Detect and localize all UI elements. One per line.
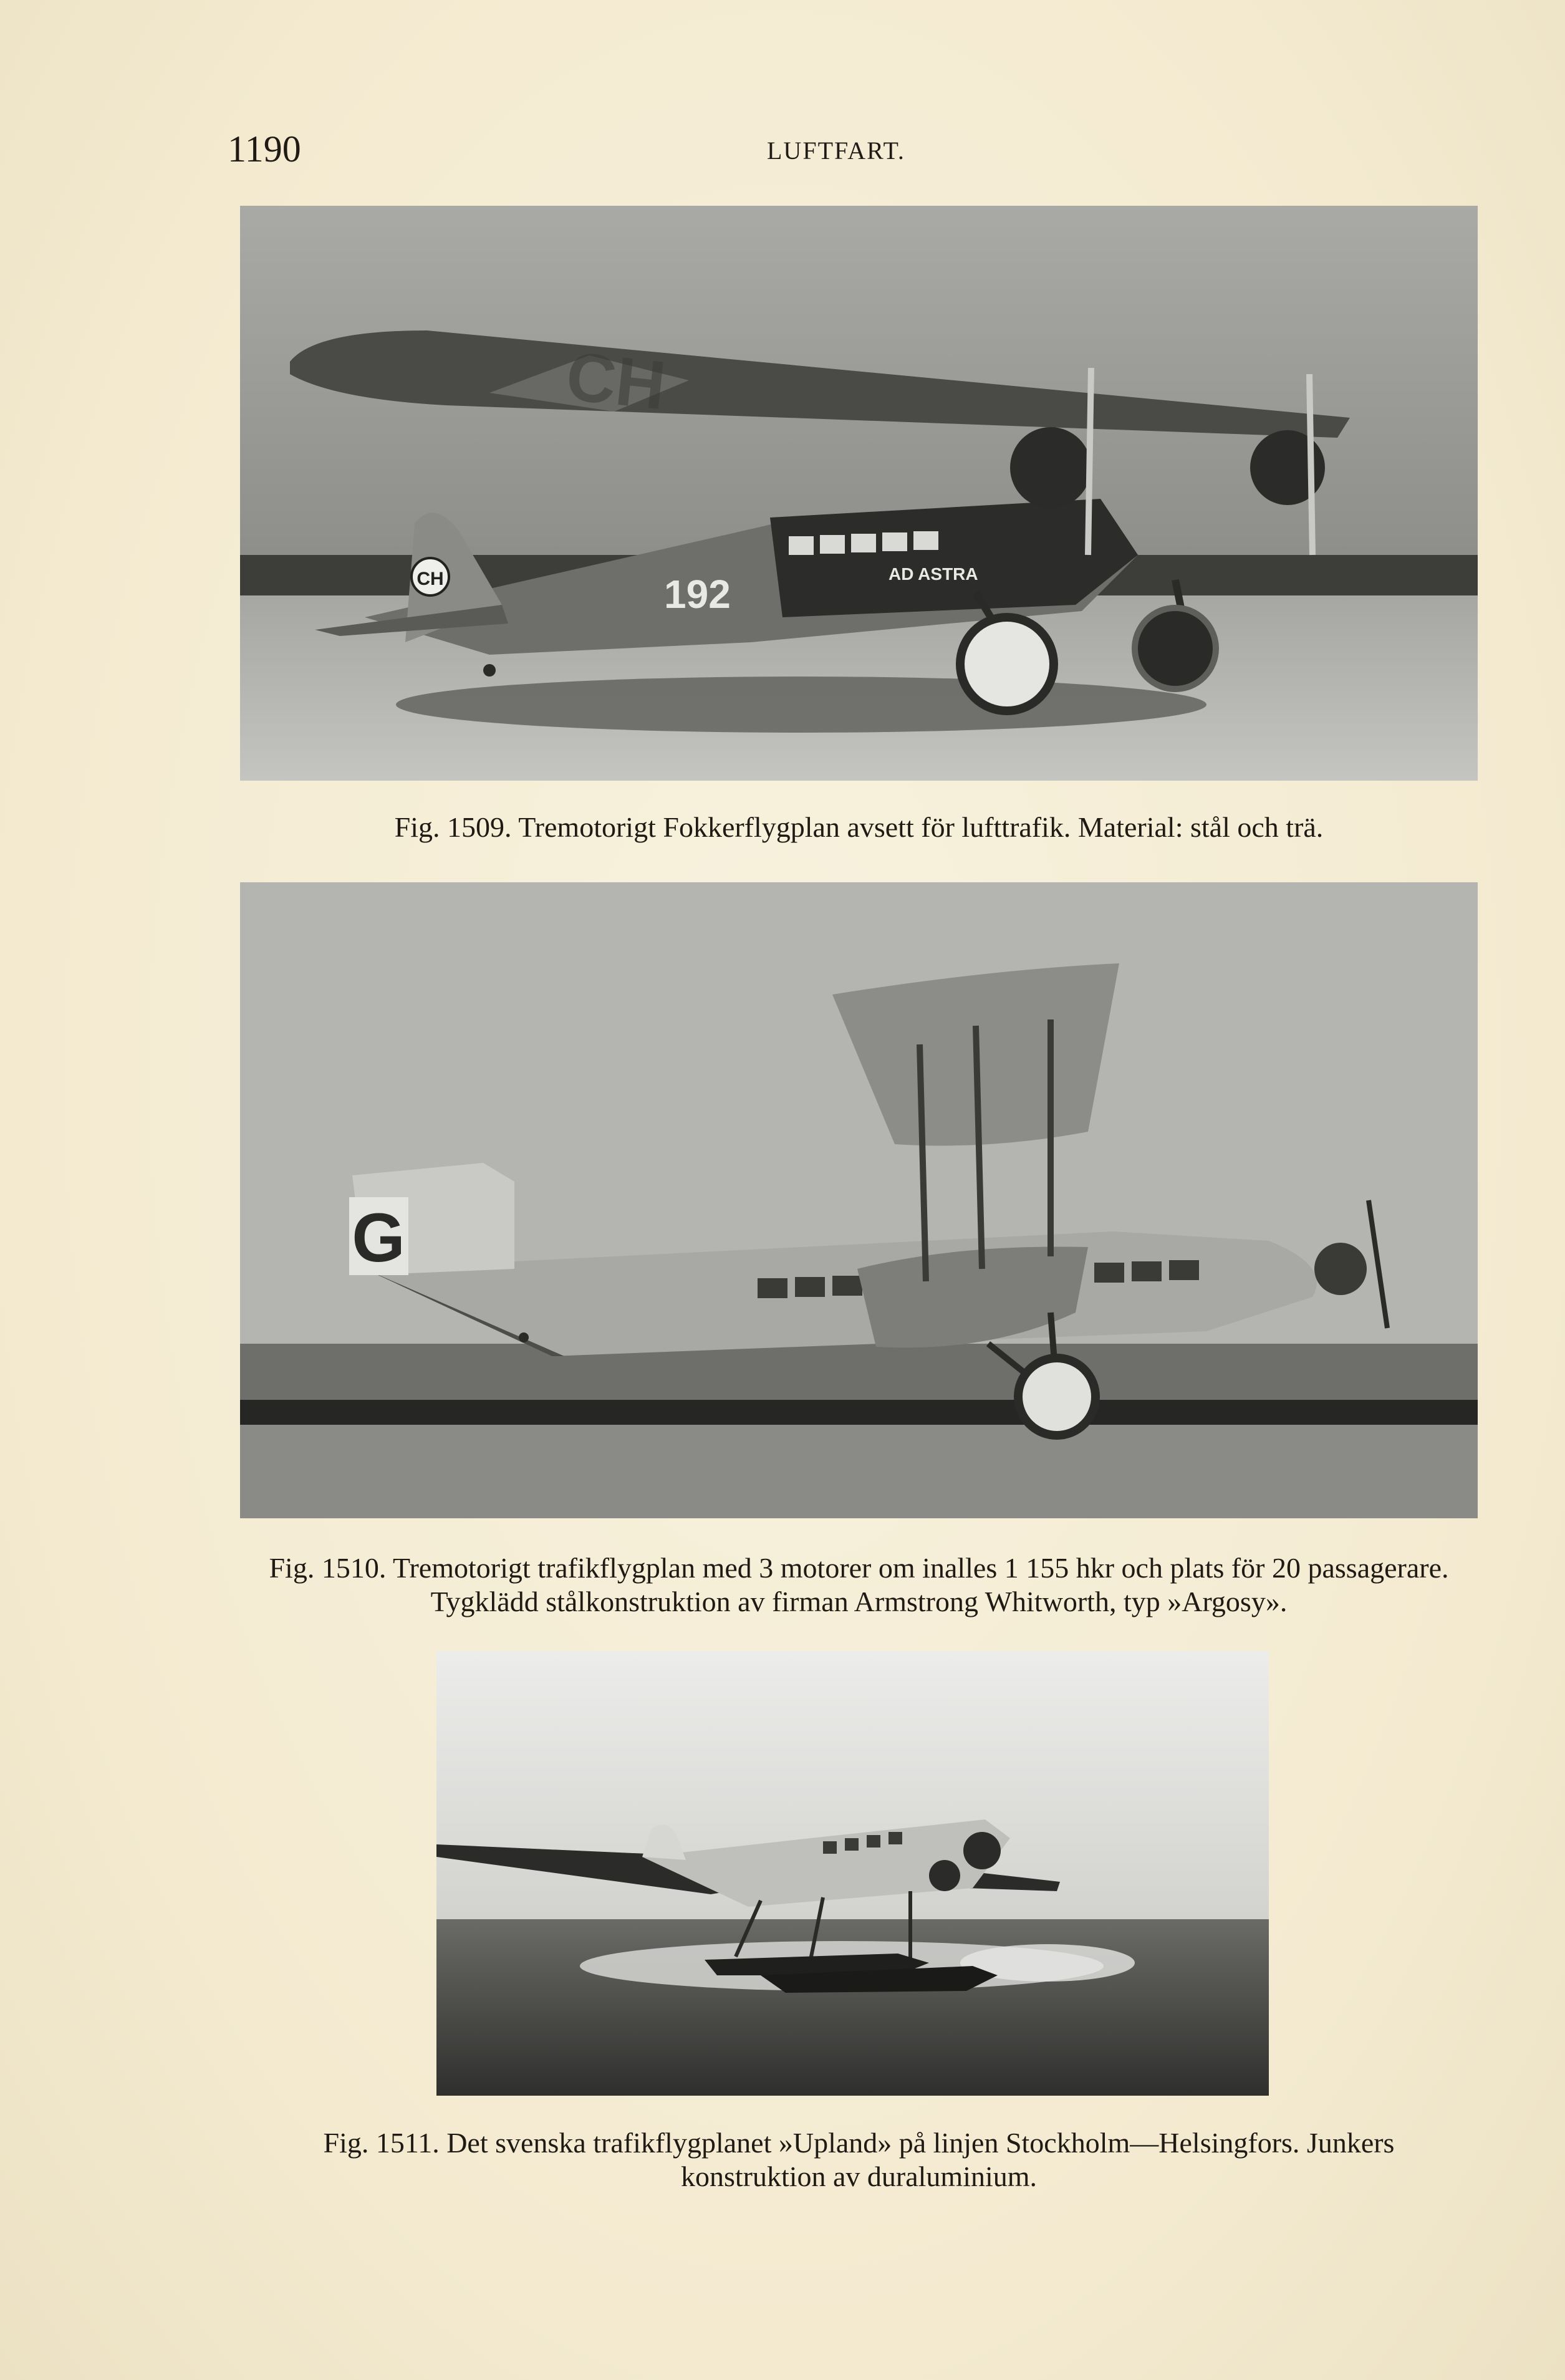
engine-nacelle (963, 1832, 1001, 1869)
window (851, 534, 876, 552)
fig-1510-caption (240, 1551, 1478, 1619)
tail-skid (519, 1332, 529, 1342)
caption-line: Fig. 1509. Tremotorigt Fokkerflygplan avsett för lufttrafik. Material: stål och trä. (394, 811, 1324, 843)
engine-nacelle (1314, 1243, 1367, 1295)
wheel (1018, 1358, 1096, 1435)
fig-1510-photo (240, 882, 1478, 1518)
window (820, 535, 845, 554)
window (882, 532, 907, 551)
page-number: 1190 (228, 128, 301, 170)
window (888, 1832, 902, 1844)
engine-nacelle (929, 1860, 960, 1891)
fig-1511-caption (240, 2126, 1478, 2194)
window (823, 1841, 837, 1854)
caption-line: konstruktion av duraluminium. (680, 2161, 1038, 2193)
tail-wheel (483, 664, 496, 677)
wheel (1135, 608, 1216, 689)
engine-nacelle (1010, 427, 1091, 508)
caption-line: Fig. 1510. Tremotorigt trafikflygplan med 3 motorer om inalles 1 155 hkr och plats för 20 passagerare. (269, 1552, 1449, 1584)
fig-1511-photo (436, 1651, 1269, 2096)
wheel (960, 617, 1054, 711)
window (795, 1277, 825, 1297)
fuselage-number: 192 (664, 572, 731, 617)
running-head: LUFTFART. (767, 137, 905, 165)
window (832, 1276, 862, 1296)
wing-registration: CH (562, 337, 670, 425)
window (1094, 1263, 1124, 1283)
fig-1509-photo (240, 206, 1478, 781)
window (1132, 1261, 1162, 1281)
tail-marking: CH (417, 569, 444, 589)
caption-line: Fig. 1511. Det svenska trafikflygplanet »Upland» på linjen Stockholm—Helsingfors. Junkers (323, 2127, 1395, 2159)
fig-1509-caption (240, 811, 1478, 844)
fuselage-name: AD ASTRA (888, 564, 978, 584)
window (789, 536, 814, 555)
window (867, 1835, 880, 1848)
window (913, 531, 938, 550)
window (758, 1278, 787, 1298)
tail-letter: G (352, 1200, 405, 1276)
caption-line: Tygklädd stålkonstruktion av firman Armstrong Whitworth, typ »Argosy». (430, 1586, 1288, 1618)
window (845, 1838, 859, 1851)
window (1169, 1260, 1199, 1280)
